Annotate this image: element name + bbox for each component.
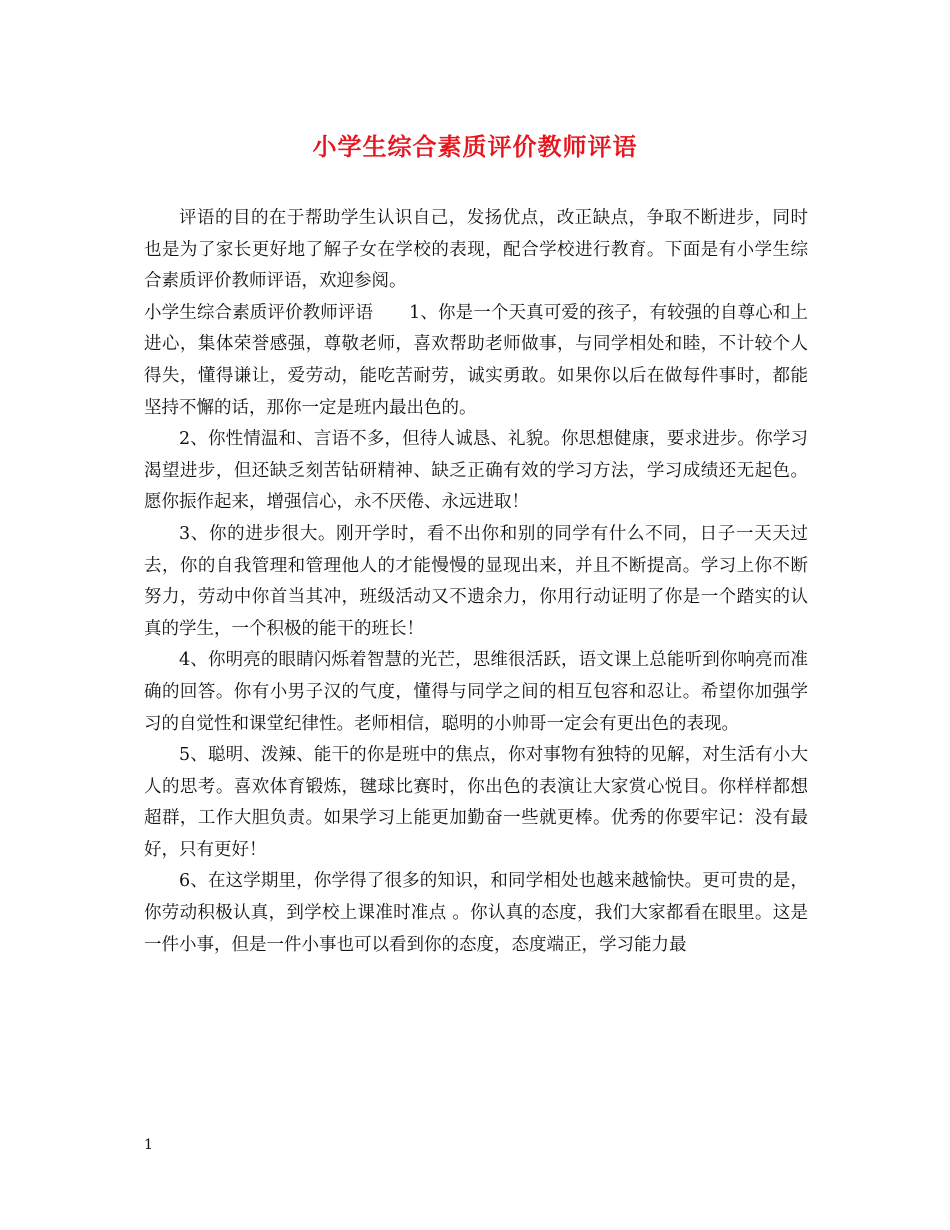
page-number: 1 [144, 1137, 153, 1153]
section-subheading: 小学生综合素质评价教师评语 [144, 302, 374, 323]
comment-paragraph-3: 3、你的进步很大。刚开学时，看不出你和别的同学有什么不同，日子一天天过去，你的自我管理和管理他人的才能慢慢的显现出来，并且不断提高。学习上你不断努力，劳动中你首当其冲，班级活动又不遗余力，你用行动证明了你是一个踏实的认真的学生，一个积极的能干的班长！ [144, 523, 808, 639]
comment-text-1: 1、你是一个天真可爱的孩子，有较强的自尊心和上进心，集体荣誉感强，尊敬老师，喜欢帮助老师做事，与同学相处和睦，不计较个人得失，懂得谦让，爱劳动，能吃苦耐劳，诚实勇敢。如果你以后在做每件事时，都能坚持不懈的话，那你一定是班内最出色的。 [144, 302, 808, 418]
comment-paragraph-2: 2、你性情温和、言语不多，但待人诚恳、礼貌。你思想健康，要求进步。你学习渴望进步，但还缺乏刻苦钻研精神、缺乏正确有效的学习方法，学习成绩还无起色。愿你振作起来，增强信心，永不厌倦、永远进取！ [144, 429, 808, 513]
comment-paragraph-6: 6、在这学期里，你学得了很多的知识，和同学相处也越来越愉快。更可贵的是，你劳动积极认真，到学校上课准时准点 。你认真的态度，我们大家都看在眼里。这是一件小事，但是一件小事也可以看到你的态度，态度端正，学习能力最 [144, 871, 808, 955]
intro-paragraph: 评语的目的在于帮助学生认识自己，发扬优点，改正缺点，争取不断进步，同时也是为了家长更好地了解子女在学校的表现，配合学校进行教育。下面是有小学生综合素质评价教师评语，欢迎参阅。 [144, 208, 808, 292]
comment-paragraph-4: 4、你明亮的眼睛闪烁着智慧的光芒，思维很活跃，语文课上总能听到你响亮而准确的回答。你有小男子汉的气度，懂得与同学之间的相互包容和忍让。希望你加强学习的自觉性和课堂纪律性。老师相信，聪明的小帅哥一定会有更出色的表现。 [144, 650, 808, 734]
page-title: 小学生综合素质评价教师评语 [312, 132, 638, 161]
comment-paragraph-5: 5、聪明、泼辣、能干的你是班中的焦点，你对事物有独特的见解，对生活有小大人的思考。喜欢体育锻炼，毽球比赛时，你出色的表演让大家赏心悦目。你样样都想超群，工作大胆负责。如果学习上能更加勤奋一些就更棒。优秀的你要牢记：没有最好，只有更好！ [144, 745, 808, 860]
document-body [144, 203, 808, 961]
comment-paragraph-1 [144, 298, 808, 424]
